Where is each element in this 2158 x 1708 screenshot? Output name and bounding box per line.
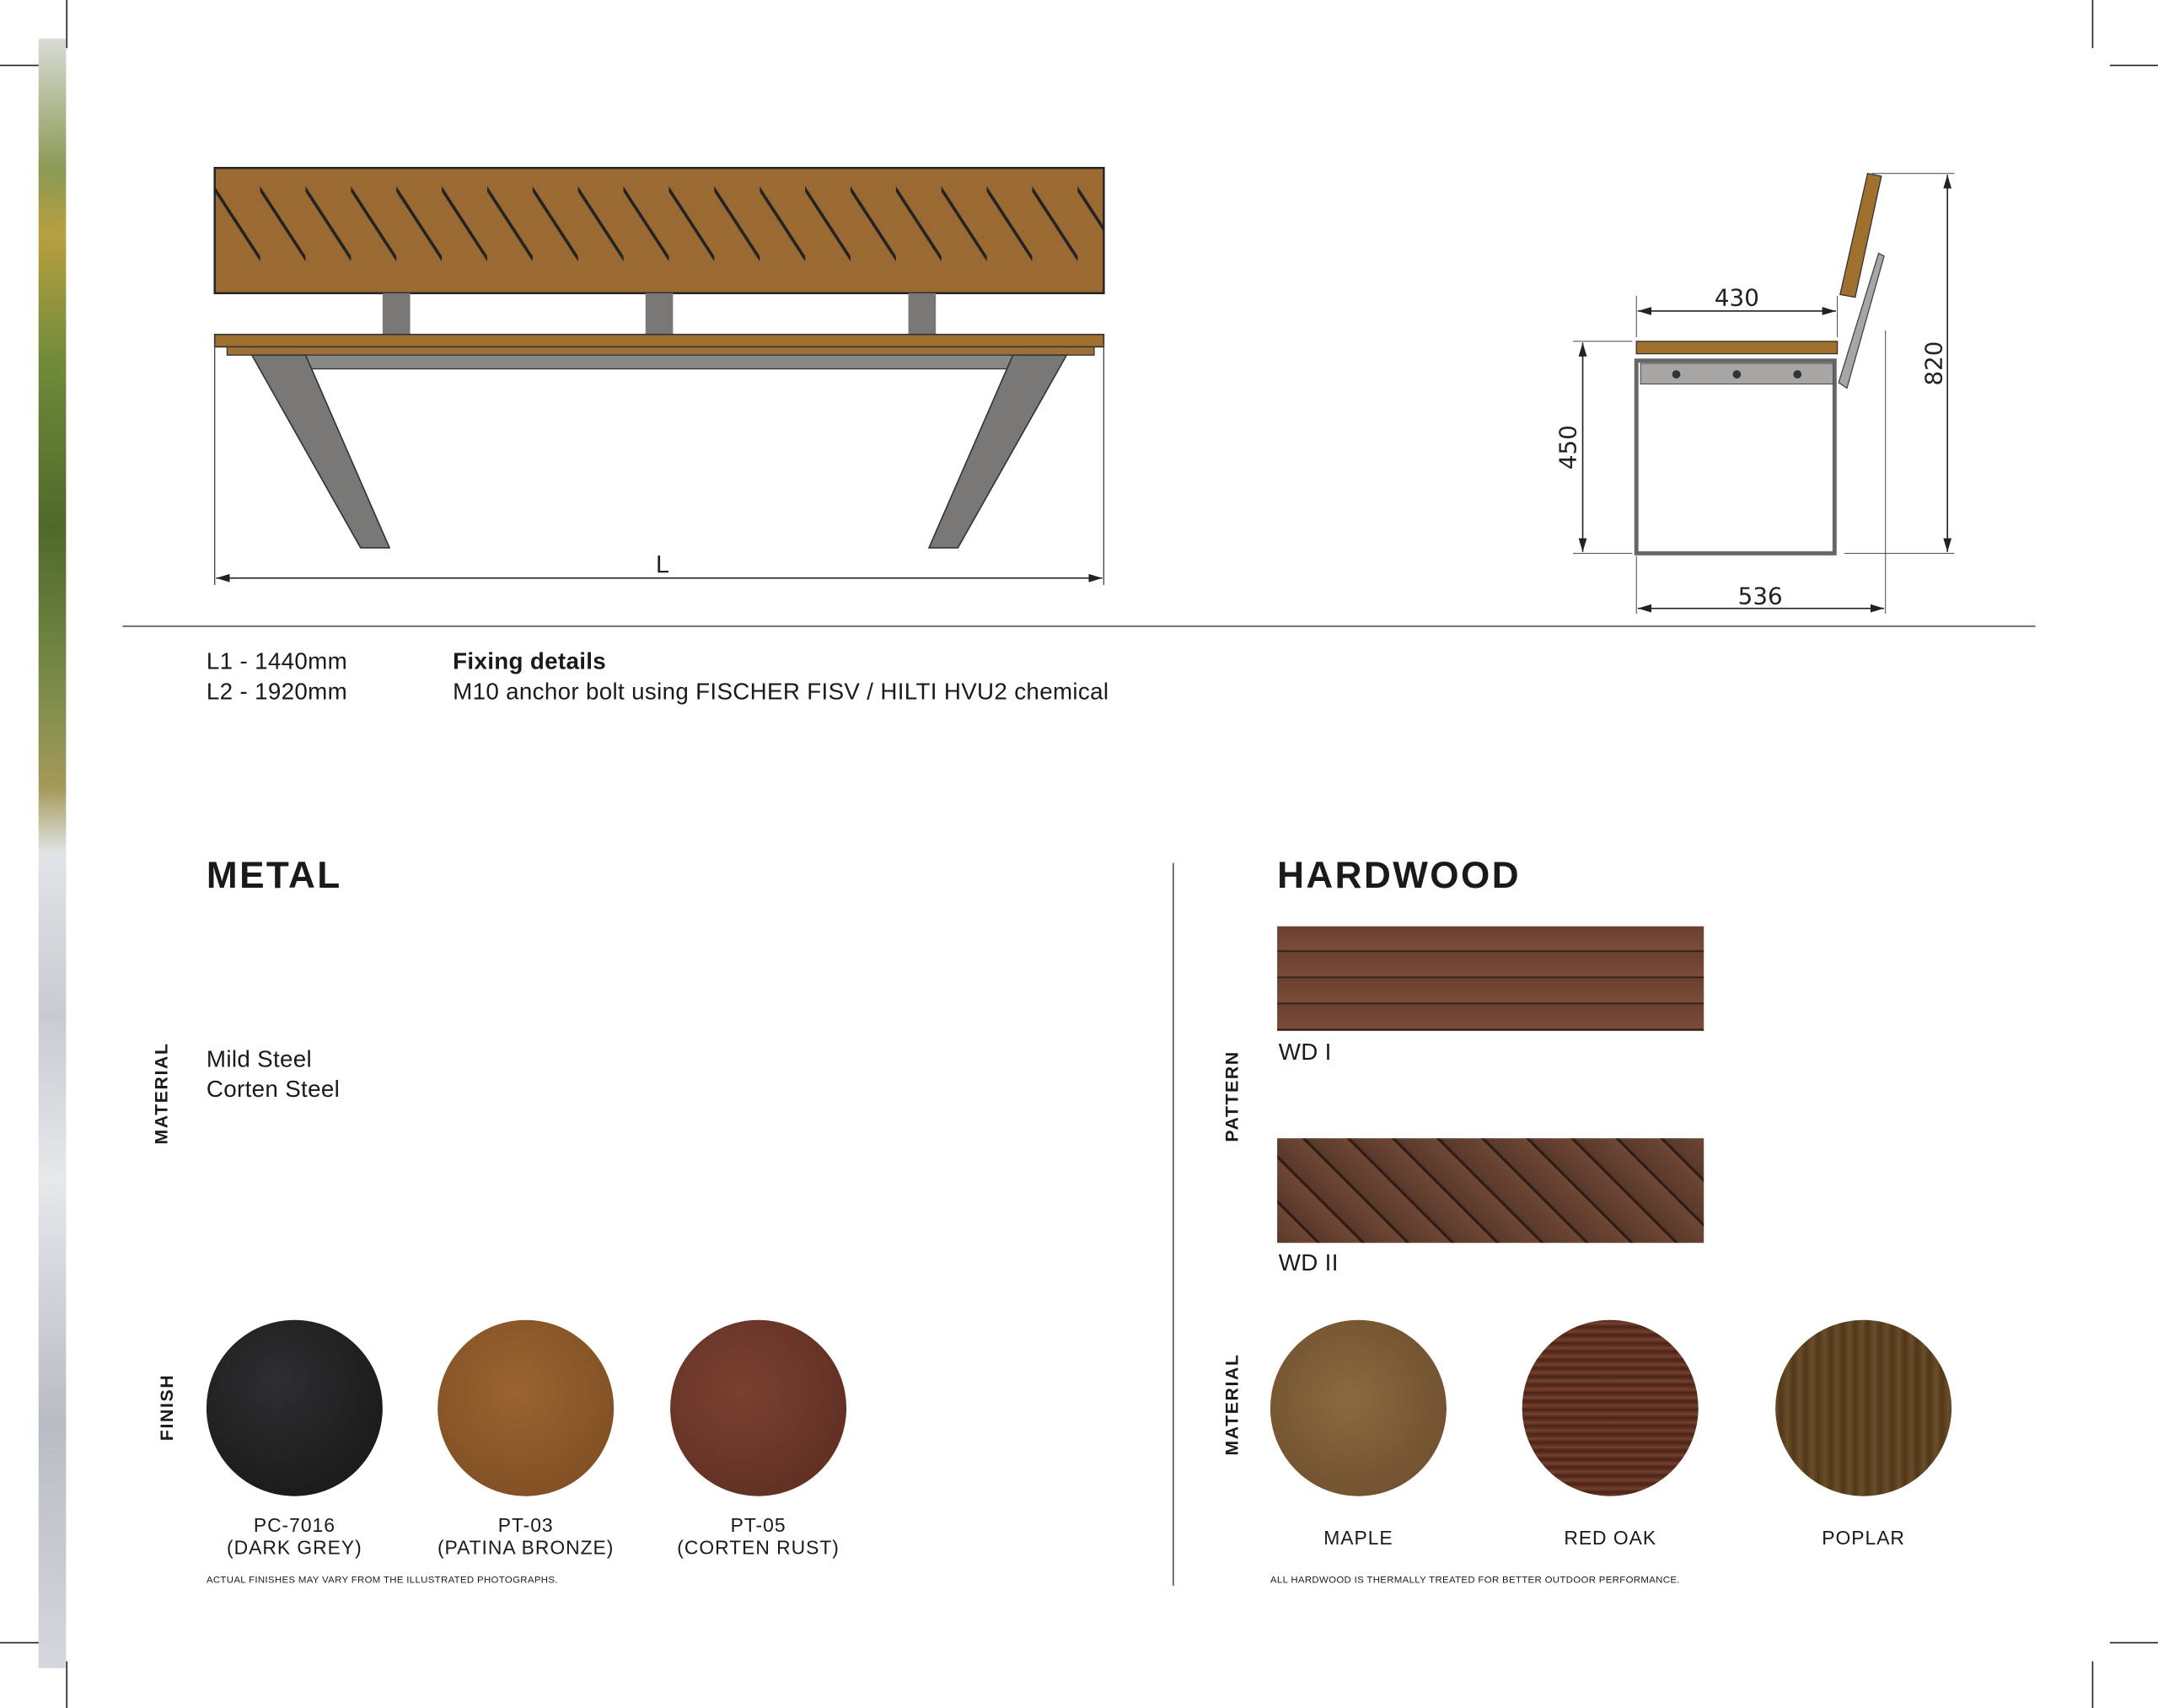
total-depth-label: 536 (1737, 582, 1783, 610)
finish-swatch-dark-grey (207, 1320, 383, 1496)
metal-material: Mild Steel (206, 1045, 313, 1072)
hardwood-title: HARDWOOD (1277, 854, 1522, 896)
length-options (207, 647, 347, 707)
length-label: L (655, 551, 669, 579)
wood-swatch-poplar (1775, 1320, 1951, 1496)
bench-front-view (0, 0, 2158, 633)
seat-height-label: 450 (1554, 425, 1582, 470)
fixing-title: Fixing details (453, 647, 607, 674)
finish-swatch-patina-bronze (438, 1320, 614, 1496)
length-option: L2 - 1920mm (206, 678, 348, 705)
crop-mark (2092, 1662, 2094, 1708)
pattern-name: WD II (1278, 1249, 1339, 1276)
back-support (909, 293, 937, 335)
seat (215, 335, 1104, 347)
pattern-name: WD I (1278, 1039, 1332, 1066)
metal-title: METAL (206, 854, 342, 896)
backrest (215, 168, 1104, 293)
pattern-label: PATTERN (1221, 1050, 1243, 1142)
wood-caption: MAPLE (1323, 1526, 1393, 1549)
seat-frame (296, 355, 1025, 368)
wood-swatch-maple (1270, 1320, 1447, 1496)
finish-caption: PT-03 (PATINA BRONZE) (437, 1513, 615, 1559)
metal-materials (207, 1045, 340, 1105)
pattern-swatch-wd1 (1277, 927, 1704, 1031)
crop-mark (66, 1662, 67, 1708)
metal-material-label: MATERIAL (150, 1042, 172, 1145)
finish-caption: PT-05 (CORTEN RUST) (677, 1513, 840, 1559)
right-leg (929, 355, 1066, 548)
metal-material: Corten Steel (206, 1076, 341, 1103)
back-support (383, 293, 411, 335)
finish-swatch-corten-rust (670, 1320, 846, 1496)
metal-note: ACTUAL FINISHES MAY VARY FROM THE ILLUSTRATED PHOTOGRAPHS. (206, 1576, 558, 1586)
back-support (646, 293, 674, 335)
bench-side-view (1554, 174, 1954, 614)
crop-mark (2110, 1642, 2158, 1644)
fixing-details (453, 647, 1109, 707)
pattern-swatch-wd2 (1277, 1138, 1704, 1243)
length-option: L1 - 1440mm (206, 647, 348, 674)
hardwood-note: ALL HARDWOOD IS THERMALLY TREATED FOR BETTER OUTDOOR PERFORMANCE. (1270, 1576, 1680, 1586)
fixing-text: M10 anchor bolt using FISCHER FISV / HILTI HVU2 chemical (453, 678, 1109, 705)
total-height-label: 820 (1919, 341, 1948, 386)
hardwood-material-label: MATERIAL (1221, 1353, 1243, 1456)
wood-caption: POPLAR (1822, 1526, 1905, 1549)
seat-depth-label: 430 (1714, 283, 1759, 312)
wood-caption: RED OAK (1564, 1526, 1657, 1549)
finish-caption: PC-7016 (DARK GREY) (227, 1513, 362, 1559)
left-leg (252, 355, 389, 548)
wood-swatch-red-oak (1522, 1320, 1699, 1496)
finish-label: FINISH (156, 1373, 177, 1442)
column-divider (1173, 863, 1174, 1586)
